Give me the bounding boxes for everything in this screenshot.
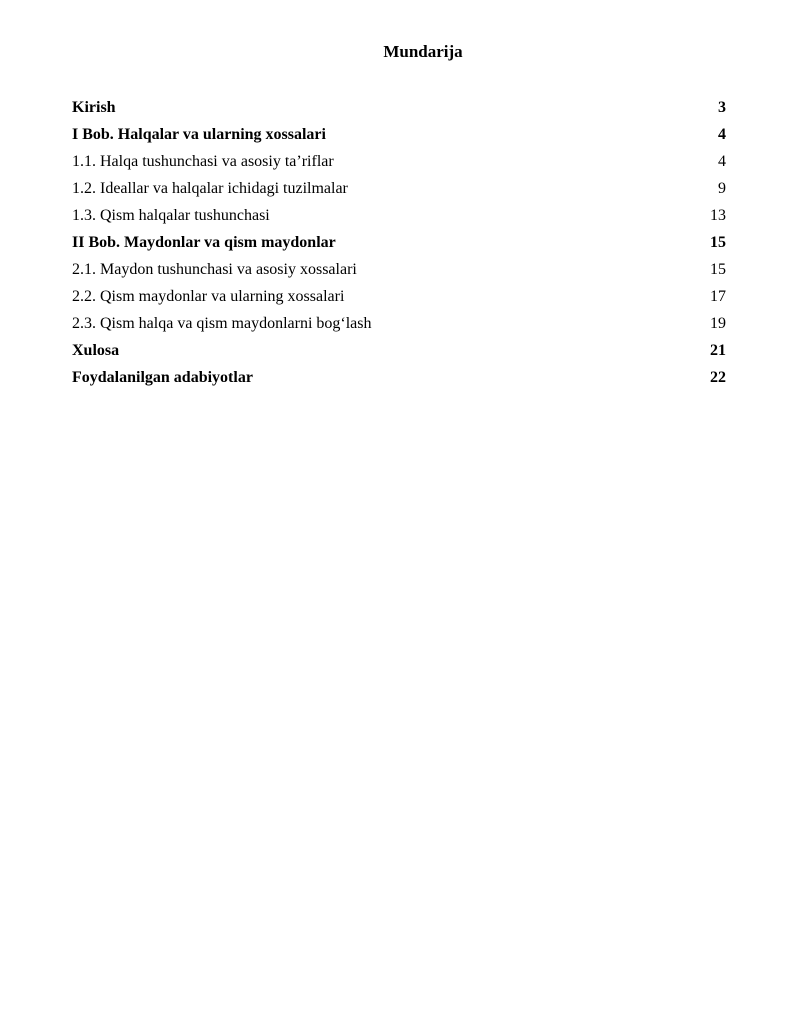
toc-entry-title: 2.3. Qism halqa va qism maydonlarni bog‘lash xyxy=(72,315,372,332)
toc-entry-section-1-3 xyxy=(72,202,726,229)
toc-entry-chapter-1 xyxy=(72,121,726,148)
toc-entry-kirish xyxy=(72,94,726,121)
toc-entry-section-2-2 xyxy=(72,283,726,310)
toc-entry-section-2-3 xyxy=(72,310,726,337)
toc-entry-page: 21 xyxy=(709,337,726,364)
toc-entry-xulosa xyxy=(72,337,726,364)
toc-entry-page: 22 xyxy=(709,364,726,391)
document-title: Mundarija xyxy=(383,42,463,61)
toc-entry-page: 15 xyxy=(709,229,726,256)
toc-entry-section-2-1 xyxy=(72,256,726,283)
toc-entry-title: 1.3. Qism halqalar tushunchasi xyxy=(72,207,270,224)
toc-entry-title: 1.1. Halqa tushunchasi va asosiy ta’riflar xyxy=(72,153,334,170)
toc-entry-references xyxy=(72,364,726,391)
toc-entry-title: II Bob. Maydonlar va qism maydonlar xyxy=(72,234,336,251)
table-of-contents xyxy=(72,94,726,391)
toc-entry-page: 9 xyxy=(717,175,726,202)
toc-entry-page: 13 xyxy=(709,202,726,229)
toc-entry-title: Xulosa xyxy=(72,342,120,359)
toc-entry-section-1-1 xyxy=(72,148,726,175)
toc-entry-page: 17 xyxy=(709,283,726,310)
toc-entry-title: Kirish xyxy=(72,99,116,116)
toc-entry-title: Foydalanilgan adabiyotlar xyxy=(72,369,253,386)
toc-entry-page: 3 xyxy=(717,94,726,121)
toc-entry-section-1-2 xyxy=(72,175,726,202)
toc-entry-chapter-2 xyxy=(72,229,726,256)
toc-entry-title: 1.2. Ideallar va halqalar ichidagi tuzilmalar xyxy=(72,180,348,197)
toc-entry-title: I Bob. Halqalar va ularning xossalari xyxy=(72,126,326,143)
toc-entry-page: 4 xyxy=(717,121,726,148)
toc-entry-title: 2.2. Qism maydonlar va ularning xossalari xyxy=(72,288,345,305)
toc-entry-page: 15 xyxy=(709,256,726,283)
toc-entry-page: 4 xyxy=(717,148,726,175)
toc-entry-title: 2.1. Maydon tushunchasi va asosiy xossalari xyxy=(72,261,357,278)
toc-entry-page: 19 xyxy=(709,310,726,337)
